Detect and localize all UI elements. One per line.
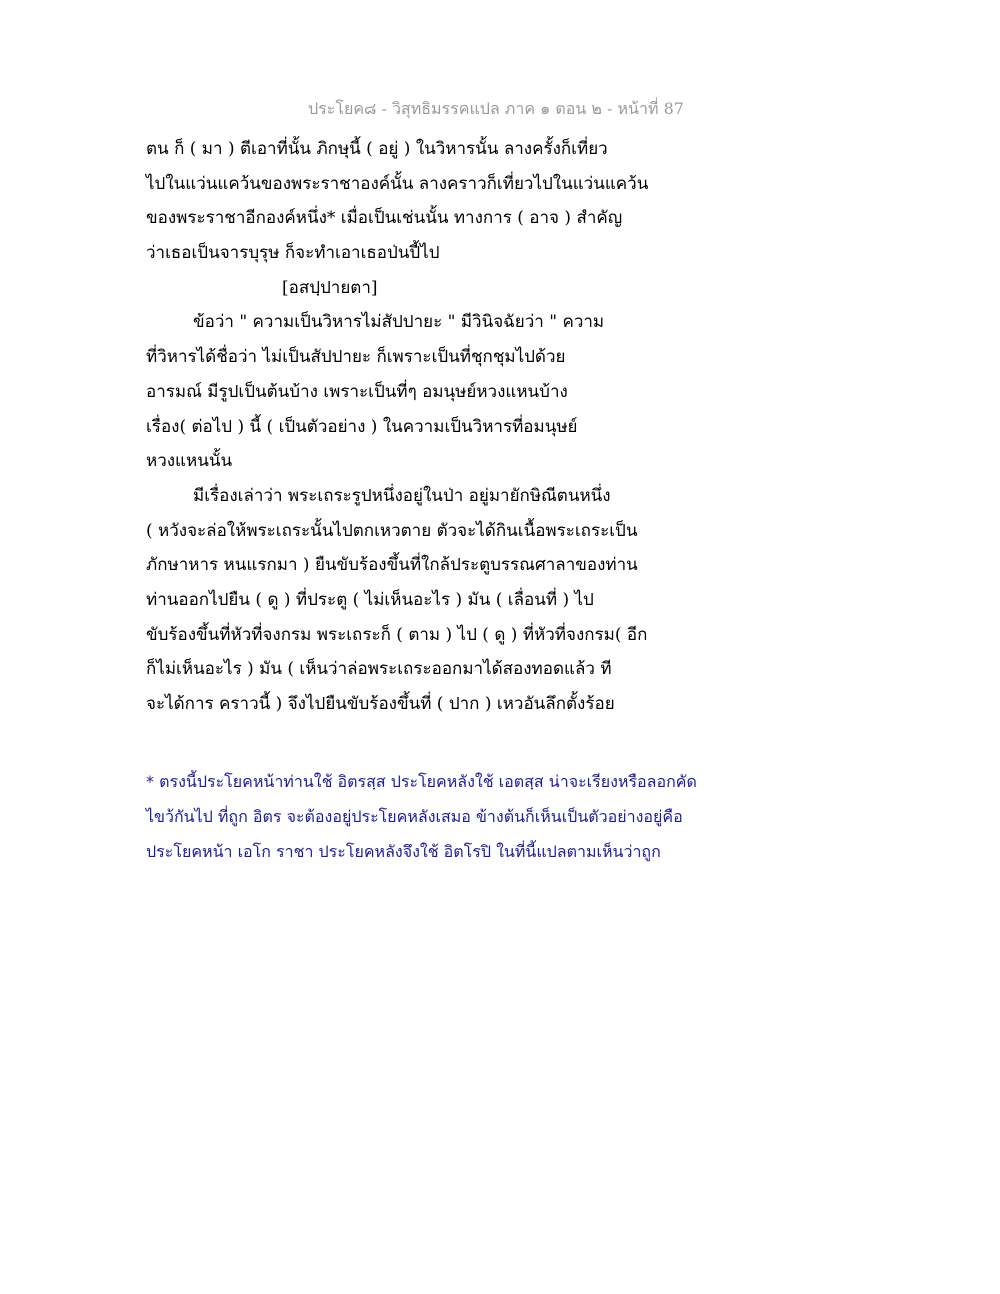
body-line: ของพระราชาอีกองค์หนึ่ง* เมื่อเป็นเช่นนั้น ทางการ ( อาจ ) สำคัญ xyxy=(146,208,623,229)
footnote-line: * ตรงนี้ประโยคหน้าท่านใช้ อิตรสฺส ประโยคหลังใช้ เอตสฺส น่าจะเรียงหรือลอกคัด xyxy=(146,772,697,791)
section-heading: [อสปฺปายตา] xyxy=(282,277,378,298)
body-line: ว่าเธอเป็นจารบุรุษ ก็จะทำเอาเธอป่นปี้ไป xyxy=(146,243,440,264)
body-line: จะได้การ คราวนี้ ) จึงไปยืนขับร้องขึ้นที่ ( ปาก ) เหวอันลึกตั้งร้อย xyxy=(146,694,615,714)
body-line: เรื่อง( ต่อไป ) นี้ ( เป็นตัวอย่าง ) ในความเป็นวิหารที่อมนุษย์ xyxy=(146,416,578,437)
body-line: ก็ไม่เห็นอะไร ) มัน ( เห็นว่าล่อพระเถระออกมาได้สองทอดแล้ว ที xyxy=(146,659,612,680)
body-line: ข้อว่า " ความเป็นวิหารไม่สัปปายะ " มีวินิจฉัยว่า " ความ xyxy=(193,312,605,333)
body-line: ภักษาหาร หนแรกมา ) ยืนขับร้องขึ้นที่ใกล้ประตูบรรณศาลาของท่าน xyxy=(146,555,638,576)
page-header: ประโยค๘ - วิสุทธิมรรคแปล ภาค ๑ ตอน ๒ - หน้าที่ 87 xyxy=(308,99,684,118)
body-line: หวงแหนนั้น xyxy=(146,451,233,472)
body-line: ตน ก็ ( มา ) ตีเอาที่นั้น ภิกษุนี้ ( อยู่ ) ในวิหารนั้น ลางครั้งก็เที่ยว xyxy=(146,139,608,159)
footnote-line: ประโยคหน้า เอโก ราชา ประโยคหลังจึงใช้ อิตโรปิ ในที่นี้แปลตามเห็นว่าถูก xyxy=(146,842,661,861)
body-line: ที่วิหารได้ชื่อว่า ไม่เป็นสัปปายะ ก็เพราะเป็นที่ชุกชุมไปด้วย xyxy=(146,347,566,368)
body-line: มีเรื่องเล่าว่า พระเถระรูปหนึ่งอยู่ในป่า อยู่มายักษิณีตนหนึ่ง xyxy=(193,485,611,506)
body-text xyxy=(146,132,706,722)
body-line: ( หวังจะล่อให้พระเถระนั้นไปตกเหวตาย ตัวจะได้กินเนื้อพระเถระเป็น xyxy=(146,520,638,541)
footnote xyxy=(146,764,786,869)
body-line: ไปในแว่นแคว้นของพระราชาองค์นั้น ลางคราวก็เที่ยวไปในแว่นแคว้น xyxy=(146,173,649,194)
body-line: อารมณ์ มีรูปเป็นต้นบ้าง เพราะเป็นที่ๆ อมนุษย์หวงแหนบ้าง xyxy=(146,381,568,402)
footnote-line: ไขว้กันไป ที่ถูก อิตร จะต้องอยู่ประโยคหลังเสมอ ข้างต้นก็เห็นเป็นตัวอย่างอยู่คือ xyxy=(146,807,683,826)
body-line: ขับร้องขึ้นที่หัวที่จงกรม พระเถระก็ ( ตาม ) ไป ( ดู ) ที่หัวที่จงกรม( อีก xyxy=(146,624,648,645)
body-line: ท่านออกไปยืน ( ดู ) ที่ประตู ( ไม่เห็นอะไร ) มัน ( เลื่อนที่ ) ไป xyxy=(146,589,594,610)
